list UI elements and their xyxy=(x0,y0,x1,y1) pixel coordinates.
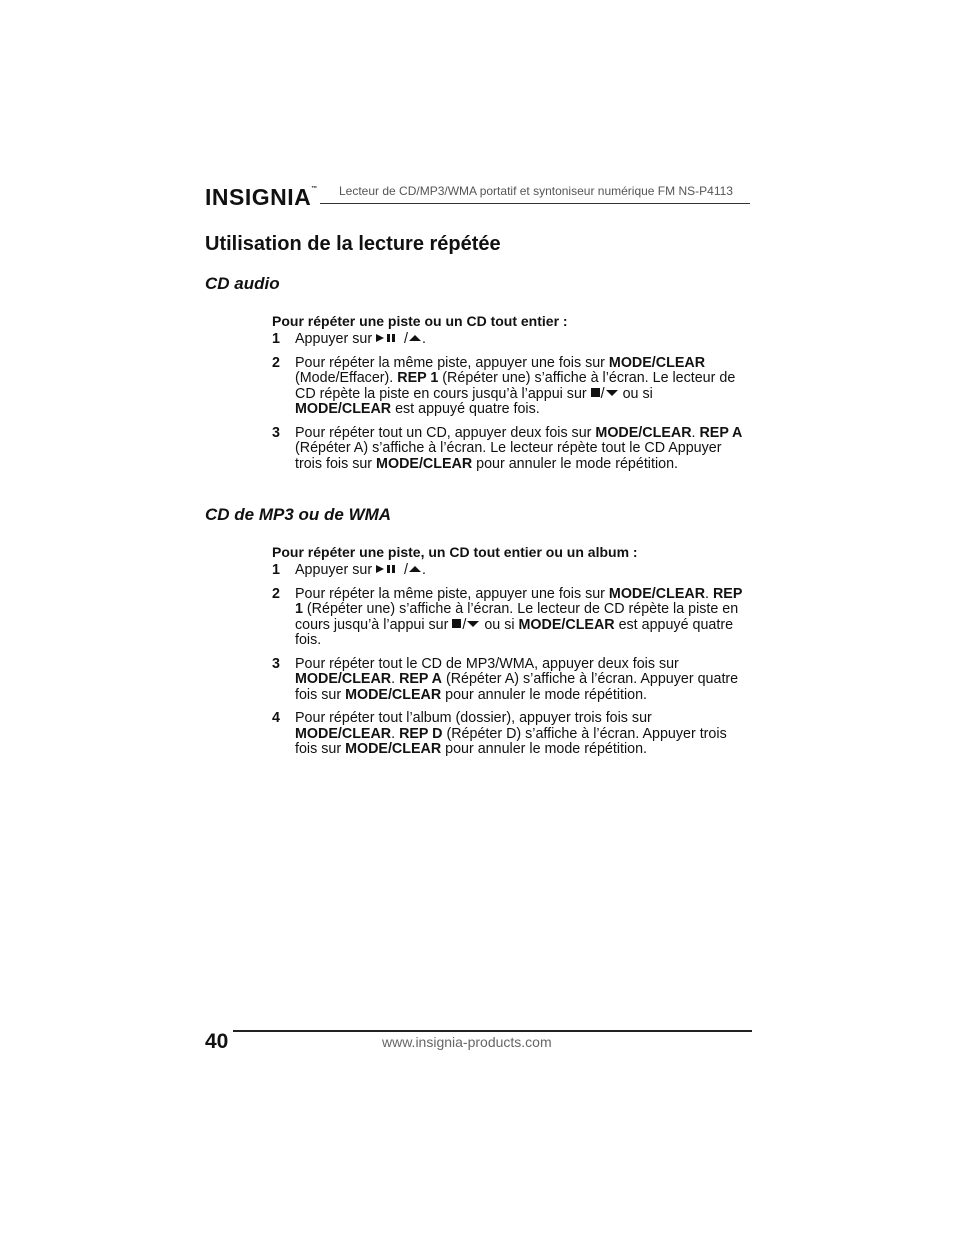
list-item xyxy=(272,657,750,704)
mode-clear-label: MODE/CLEAR xyxy=(376,455,473,472)
rep-label: REP D xyxy=(399,725,443,742)
slash: / xyxy=(400,562,409,578)
rep-label: REP A xyxy=(699,424,743,441)
mode-clear-label: MODE/CLEAR xyxy=(345,686,442,703)
mode-clear-label: MODE/CLEAR xyxy=(608,585,706,602)
list-item xyxy=(272,711,750,758)
list-item xyxy=(272,356,750,418)
footer-rule xyxy=(233,1030,752,1032)
list-item xyxy=(272,426,750,473)
step-text: Appuyer sur xyxy=(295,562,377,578)
step-text: Pour répéter la même piste, appuyer une fois sur xyxy=(295,354,609,371)
step-text: ou si xyxy=(618,385,653,402)
down-arrow-icon xyxy=(466,619,480,629)
cd-audio-steps xyxy=(272,332,750,480)
slash: / xyxy=(600,385,605,402)
step-text: . xyxy=(391,671,400,687)
mode-clear-label: MODE/CLEAR xyxy=(518,616,615,633)
brand-name: INSIGNIA xyxy=(205,184,312,210)
step-text: . xyxy=(391,725,400,742)
insignia-logo xyxy=(205,184,317,211)
step-number: 2 xyxy=(272,585,280,602)
step-text: (Répéter D) s’affiche à l’écran. Appuyer trois fois sur xyxy=(295,725,727,757)
step-number: 4 xyxy=(272,710,280,726)
step-number: 2 xyxy=(272,354,280,371)
rep-label: REP 1 xyxy=(397,370,439,386)
play-pause-icon xyxy=(376,564,400,574)
footer-url: www.insignia-products.com xyxy=(382,1034,552,1050)
down-arrow-icon xyxy=(605,388,619,398)
step-number: 1 xyxy=(272,562,280,578)
mode-clear-label: MODE/CLEAR xyxy=(608,354,706,371)
step-text: Pour répéter la même piste, appuyer une fois sur xyxy=(295,585,609,602)
step-text: est appuyé quatre fois. xyxy=(391,401,540,417)
section-title: Utilisation de la lecture répétée xyxy=(205,233,501,255)
list-item xyxy=(272,587,750,649)
step-text: (Répéter une) s’affiche à l’écran. Le lecteur de CD répète la piste en cours jusqu’à l’appui sur xyxy=(295,370,736,402)
step-text: est appuyé quatre fois. xyxy=(295,616,734,648)
step-text: Pour répéter tout un CD, appuyer deux fois sur xyxy=(295,424,596,441)
step-text: pour annuler le mode répétition. xyxy=(472,455,679,472)
step-text: Pour répéter tout l’album (dossier), appuyer trois fois sur xyxy=(295,710,652,726)
up-arrow-icon xyxy=(408,564,422,574)
stop-icon xyxy=(591,388,601,398)
cd-mp3-heading: CD de MP3 ou de WMA xyxy=(205,505,392,524)
step-number: 3 xyxy=(272,655,280,672)
step-number: 1 xyxy=(272,331,280,347)
mode-clear-label: MODE/CLEAR xyxy=(295,671,392,687)
mode-clear-label: MODE/CLEAR xyxy=(345,741,442,757)
cd-audio-heading: CD audio xyxy=(205,274,280,293)
mode-clear-label: MODE/CLEAR xyxy=(595,424,692,441)
step-text: . xyxy=(691,424,700,441)
step-text: (Répéter une) s’affiche à l’écran. Le lecteur de CD répète la piste en cours jusqu’à l’appui sur xyxy=(295,601,739,633)
step-text: pour annuler le mode répétition. xyxy=(441,741,648,757)
cd-mp3-intro: Pour répéter une piste, un CD tout entier ou un album : xyxy=(272,544,638,560)
cd-mp3-steps xyxy=(272,563,750,766)
step-text: Pour répéter tout le CD de MP3/WMA, appuyer deux fois sur xyxy=(295,655,679,672)
step-text: (Mode/Effacer). xyxy=(295,370,398,386)
step-text: ou si xyxy=(480,616,519,633)
rep-label: REP A xyxy=(399,671,442,687)
step-text: (Répéter A) s’affiche à l’écran. Le lecteur répète tout le CD Appuyer trois fois sur xyxy=(295,440,722,472)
mode-clear-label: MODE/CLEAR xyxy=(295,725,392,742)
header-rule xyxy=(320,203,750,204)
rep-label: REP 1 xyxy=(295,585,743,617)
up-arrow-icon xyxy=(408,333,422,343)
step-text-end: . xyxy=(422,562,426,578)
list-item xyxy=(272,563,750,579)
cd-audio-intro: Pour répéter une piste ou un CD tout entier : xyxy=(272,313,568,329)
slash: / xyxy=(400,331,409,347)
slash: / xyxy=(462,616,467,633)
page-number: 40 xyxy=(205,1030,229,1053)
list-item xyxy=(272,332,750,348)
header-title: Lecteur de CD/MP3/WMA portatif et syntoniseur numérique FM NS-P4113 xyxy=(339,184,733,198)
step-text: Appuyer sur xyxy=(295,331,377,347)
play-pause-icon xyxy=(376,333,400,343)
step-text: . xyxy=(705,585,713,602)
mode-clear-label: MODE/CLEAR xyxy=(295,401,392,417)
step-number: 3 xyxy=(272,424,280,441)
step-text: (Répéter A) s’affiche à l’écran. Appuyer quatre fois sur xyxy=(295,671,739,703)
stop-icon xyxy=(452,619,462,629)
step-text: pour annuler le mode répétition. xyxy=(441,686,648,703)
step-text-end: . xyxy=(422,331,426,347)
trademark-symbol: ™ xyxy=(311,186,318,192)
